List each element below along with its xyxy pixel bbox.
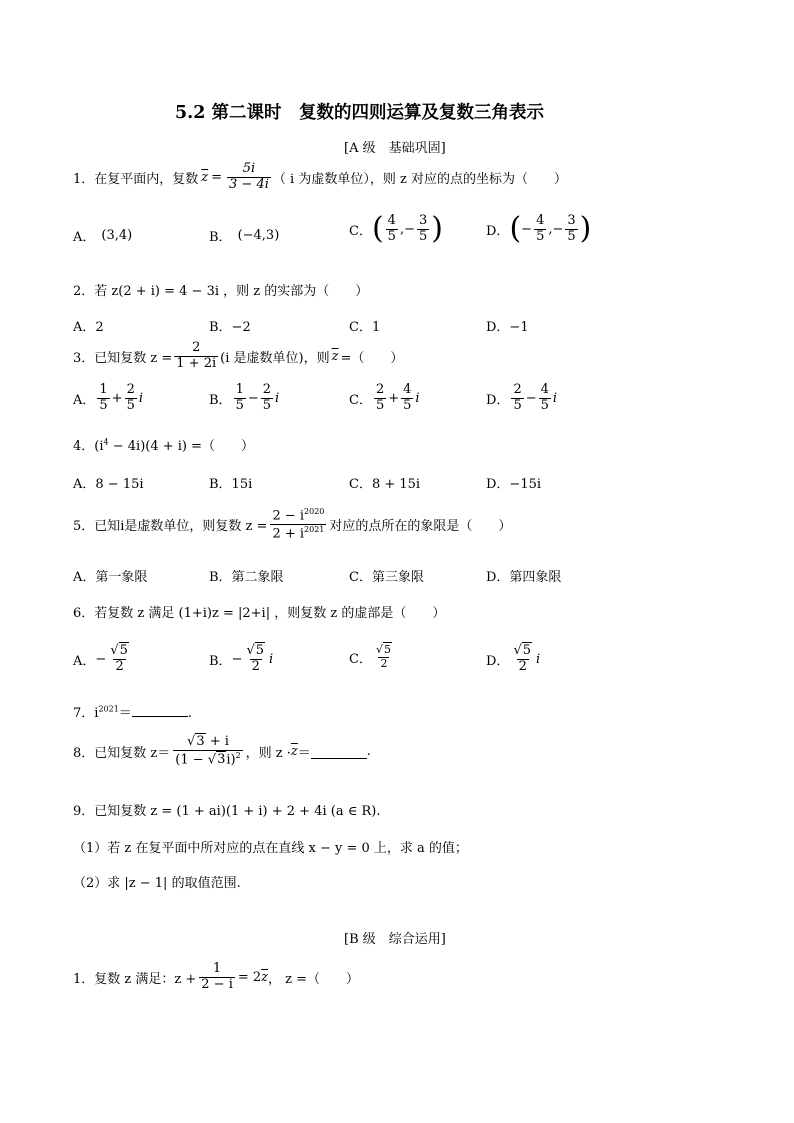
left-paren: (: [371, 211, 384, 247]
question-b1: [73, 962, 359, 993]
q5-option-b[interactable]: B．第二象限: [209, 570, 284, 585]
z-conjugate: $\overline{z}$: [261, 969, 269, 985]
question-8: [73, 735, 371, 768]
frac-num: 2: [262, 382, 272, 397]
option-operator: −: [247, 390, 259, 406]
frac-num: 1: [235, 382, 244, 397]
q4-option-c[interactable]: C．8 + 15i: [349, 477, 421, 492]
option-operator: +: [388, 390, 400, 406]
frac-den: 2: [251, 658, 260, 674]
option-separator: ,−: [548, 221, 564, 237]
q8-period: .: [366, 744, 371, 760]
q1-option-c[interactable]: [349, 211, 443, 247]
q4-suffix: − 4i)(4 + i) =（ ）: [108, 439, 255, 454]
q5-fraction: [270, 507, 326, 543]
frac-num: 4: [403, 382, 412, 397]
frac-den: 5: [513, 397, 522, 413]
option-operator: −: [525, 390, 537, 406]
question-1: [73, 162, 567, 193]
option-sign: −: [231, 651, 243, 667]
option-label: D．: [486, 392, 510, 408]
q1-option-d[interactable]: [486, 211, 592, 247]
q6-option-b[interactable]: B． − $\frac{√5}{2}$ i: [209, 643, 274, 674]
question-9-part-2: （2）求 |z − 1| 的取值范围.: [73, 876, 241, 891]
frac-den: 5: [387, 228, 396, 244]
right-paren: ): [431, 211, 443, 247]
q8-num-rest: + i: [205, 734, 229, 749]
frac-den: 5: [99, 397, 108, 413]
option-label: A．: [73, 653, 96, 669]
frac-den: 5: [403, 397, 412, 413]
option-sign: −: [521, 221, 533, 237]
frac-num: 2: [513, 382, 522, 397]
left-paren: (: [509, 211, 522, 247]
q8-den-end: i): [226, 752, 236, 768]
q4-exponent: 4: [103, 437, 109, 447]
imag-unit: i: [536, 651, 541, 667]
radicand: 5: [119, 643, 128, 658]
option-label: A．: [73, 392, 96, 408]
radicand: 5: [383, 643, 391, 656]
frac-num: 4: [536, 213, 545, 228]
q7-exponent: 2021: [98, 704, 119, 714]
q1-numerator: 5i: [242, 161, 256, 176]
q3-numerator: 2: [192, 340, 201, 355]
q6-option-d[interactable]: D． √5 2 i: [486, 643, 541, 674]
frac-den: 5: [536, 228, 545, 244]
q8-prefix: 8．已知复数 z＝: [73, 746, 171, 762]
imag-unit: i: [269, 651, 274, 667]
q3-tail: =（ ）: [340, 350, 404, 366]
radicand: 3: [196, 734, 205, 749]
q1-equals: =: [211, 169, 223, 185]
q3-denominator: 1 + 2i: [176, 355, 217, 371]
page-title: 5.2 第二课时 复数的四则运算及复数三角表示: [175, 103, 545, 123]
q8-den-start: (1 −: [175, 752, 208, 768]
q3-option-b[interactable]: [209, 383, 279, 414]
frac-den: 5: [418, 228, 428, 244]
option-expr: (3,4): [101, 228, 133, 243]
q2-option-c[interactable]: C．1: [349, 320, 381, 335]
q3-option-c[interactable]: [349, 383, 420, 414]
frac-num: 3: [567, 213, 576, 228]
option-label: B．: [209, 230, 232, 245]
q7-period: .: [187, 706, 192, 721]
section-b-heading: [B 级 综合运用]: [344, 932, 446, 947]
question-6: 6．若复数 z 满足 (1+i)z = |2+i| ，则复数 z 的虚部是（ ）: [73, 606, 446, 621]
q4-option-a[interactable]: A．8 − 15i: [73, 477, 144, 492]
q6-option-c[interactable]: C． √5 2: [349, 643, 391, 670]
radicand: 5: [255, 643, 265, 658]
frac-den: 5: [375, 397, 385, 413]
frac-den: 2: [115, 658, 124, 674]
q5-num-exp: 2020: [304, 507, 325, 516]
frac-num: 1: [99, 382, 108, 397]
option-label: C．: [349, 651, 372, 667]
q8-equals: ＝: [297, 746, 311, 762]
q4-prefix: 4．(i: [73, 439, 104, 454]
option-label: A．: [73, 230, 96, 245]
q6-option-a[interactable]: A． − $\frac{√5}{2}$: [73, 643, 128, 674]
z-conjugate: $\overline{z}$: [290, 744, 298, 760]
b1-denominator: 2 − i: [201, 976, 233, 992]
q8-middle: ，则 z ·: [245, 746, 291, 762]
q7-equals: ＝: [118, 706, 132, 721]
q2-option-b[interactable]: B．−2: [209, 320, 251, 335]
option-label: C．: [349, 392, 372, 408]
frac-num: 4: [387, 213, 396, 228]
option-separator: ,−: [399, 221, 415, 237]
b1-equals: = 2: [237, 969, 262, 985]
option-label: B．: [209, 392, 232, 408]
question-9-part-1: （1）若 z 在复平面中所对应的点在直线 x − y = 0 上，求 a 的值；: [73, 841, 468, 856]
q3-prefix: 3．已知复数 z =: [73, 350, 173, 366]
radicand: 5: [522, 643, 532, 658]
q8-answer-blank[interactable]: [311, 744, 367, 759]
q5-option-d[interactable]: D．第四象限: [486, 570, 562, 585]
q1-denominator: 3 − 4i: [229, 176, 269, 192]
q2-option-a[interactable]: A．2: [73, 320, 104, 335]
question-3: [73, 341, 403, 372]
q3-option-a[interactable]: [73, 383, 143, 414]
q4-option-b[interactable]: B．15i: [209, 477, 253, 492]
q1-option-b[interactable]: [209, 226, 279, 245]
z-conjugate: $\overline{z}$: [331, 348, 339, 364]
q5-den-exp: 2021: [304, 525, 325, 535]
q3-option-d[interactable]: [486, 383, 557, 414]
q5-option-a[interactable]: A．第一象限: [73, 570, 148, 585]
q5-suffix: 对应的点所在的象限是（ ）: [329, 519, 512, 535]
q7-answer-blank[interactable]: [132, 716, 188, 717]
z-conjugate: $\overline{z}$: [201, 169, 209, 185]
option-label: B．: [209, 653, 232, 669]
frac-den: 5: [126, 397, 135, 413]
imag-unit: i: [275, 390, 280, 406]
radicand: 3: [217, 752, 226, 768]
q1-suffix: （ i 为虚数单位），则 z 对应的点的坐标为（ ）: [272, 171, 567, 187]
q8-den-exp: 2: [235, 750, 241, 760]
b1-suffix: ， z =（ ）: [268, 971, 360, 987]
q1-prefix: 1．在复平面内，复数: [73, 171, 199, 187]
q3-fraction: [174, 341, 218, 372]
question-5: [73, 507, 511, 543]
q2-option-d[interactable]: D．−1: [486, 320, 529, 335]
q1-option-a[interactable]: [73, 226, 132, 245]
frac-den: 2: [518, 658, 527, 674]
q5-prefix: 5．已知i是虚数单位，则复数 z =: [73, 519, 268, 535]
option-sign: −: [95, 651, 107, 667]
frac-den: 5: [567, 228, 576, 244]
right-paren: ): [579, 211, 592, 247]
question-4: [73, 435, 254, 454]
question-9: 9．已知复数 z = (1 + ai)(1 + i) + 2 + 4i (a ∈ R).: [73, 804, 381, 819]
frac-den: 5: [540, 397, 549, 413]
q3-suffix: (i 是虚数单位)，则: [220, 350, 330, 366]
frac-num: 2: [126, 382, 135, 397]
option-label: D．: [486, 223, 510, 239]
frac-num: 2: [375, 382, 385, 397]
imag-unit: i: [415, 390, 420, 406]
q5-num: 2 − i: [272, 508, 305, 524]
frac-num: 4: [540, 382, 549, 397]
frac-den: 5: [262, 397, 272, 413]
frac-den: 2: [380, 656, 388, 670]
option-expr: (−4,3): [237, 228, 280, 243]
question-2: 2．若 z(2 + i) = 4 − 3i ，则 z 的实部为（ ）: [73, 284, 369, 299]
q8-fraction: √3 + i $(1 - √3i)^2$: [175, 734, 241, 768]
q4-option-d[interactable]: D．−15i: [486, 477, 542, 492]
q1-fraction: [227, 162, 271, 193]
option-label: C．: [349, 223, 372, 239]
b1-fraction: [199, 962, 235, 993]
q5-option-c[interactable]: C．第三象限: [349, 570, 424, 585]
option-label: D．: [486, 653, 510, 669]
section-a-heading: [A 级 基础巩固]: [344, 141, 446, 156]
b1-prefix: 1．复数 z 满足：z +: [73, 971, 197, 987]
imag-unit: i: [552, 390, 558, 406]
q7-prefix: 7．i: [73, 706, 99, 721]
question-7: [73, 702, 192, 721]
b1-numerator: 1: [212, 961, 222, 976]
q5-den: 2 + i: [272, 526, 305, 542]
imag-unit: i: [138, 390, 144, 406]
frac-den: 5: [235, 397, 244, 413]
frac-num: 3: [418, 213, 428, 228]
option-operator: +: [111, 390, 123, 406]
